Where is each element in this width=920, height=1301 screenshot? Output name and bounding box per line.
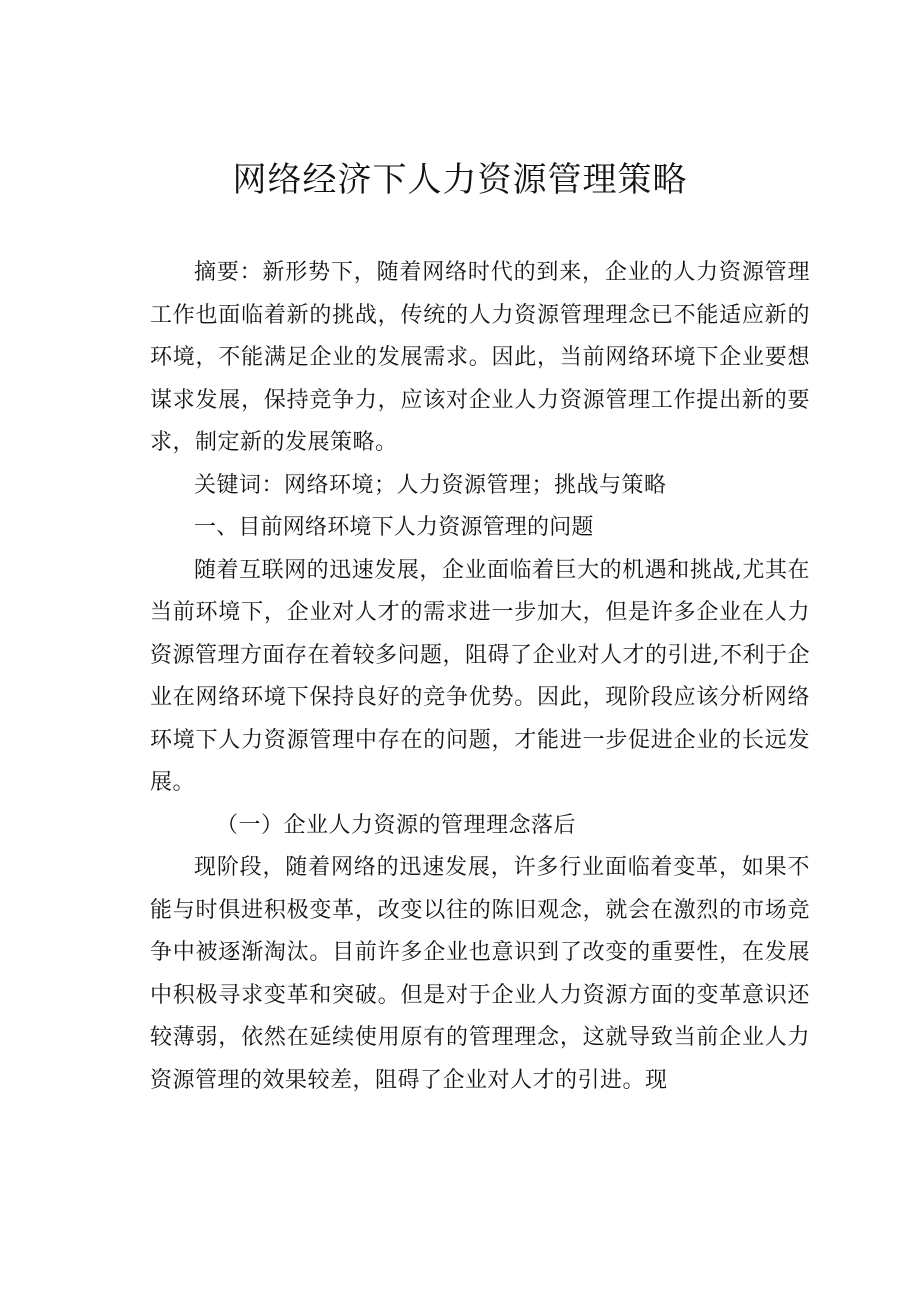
abstract-paragraph: 摘要：新形势下，随着网络时代的到来，企业的人力资源管理工作也面临着新的挑战，传统的人力资源管理理念已不能适应新的环境，不能满足企业的发展需求。因此，当前网络环境下企业要想谋求发展，保持竞争力，应该对企业人力资源管理工作提出新的要求，制定新的发展策略。: [150, 260, 810, 455]
section-1-paragraph: 随着互联网的迅速发展，企业面临着巨大的机遇和挑战,尤其在当前环境下，企业对人才的需求进一步加大，但是许多企业在人力资源管理方面存在着较多问题，阻碍了企业对人才的引进,不利于企业在网络环境下保持良好的竞争优势。因此，现阶段应该分析网络环境下人力资源管理中存在的问题，才能进一步促进企业的长远发展。: [150, 557, 810, 795]
keywords-line: 关键词：网络环境；人力资源管理；挑战与策略: [194, 472, 667, 498]
subsection-1-paragraph: 现阶段，随着网络的迅速发展，许多行业面临着变革，如果不能与时俱进积极变革，改变以往的陈旧观念，就会在激烈的市场竞争中被逐渐淘汰。目前许多企业也意识到了改变的重要性，在发展中积极寻求变革和突破。但是对于企业人力资源方面的变革意识还较薄弱，依然在延续使用原有的管理理念，这就导致当前企业人力资源管理的效果较差，阻碍了企业对人才的引进。现: [150, 855, 810, 1093]
document-body: [150, 252, 810, 1102]
section-1-heading: 一、目前网络环境下人力资源管理的问题: [194, 515, 594, 540]
subsection-1-heading: （一）企业人力资源的管理理念落后: [216, 812, 577, 838]
document-title: 网络经济下人力资源管理策略: [232, 160, 688, 200]
